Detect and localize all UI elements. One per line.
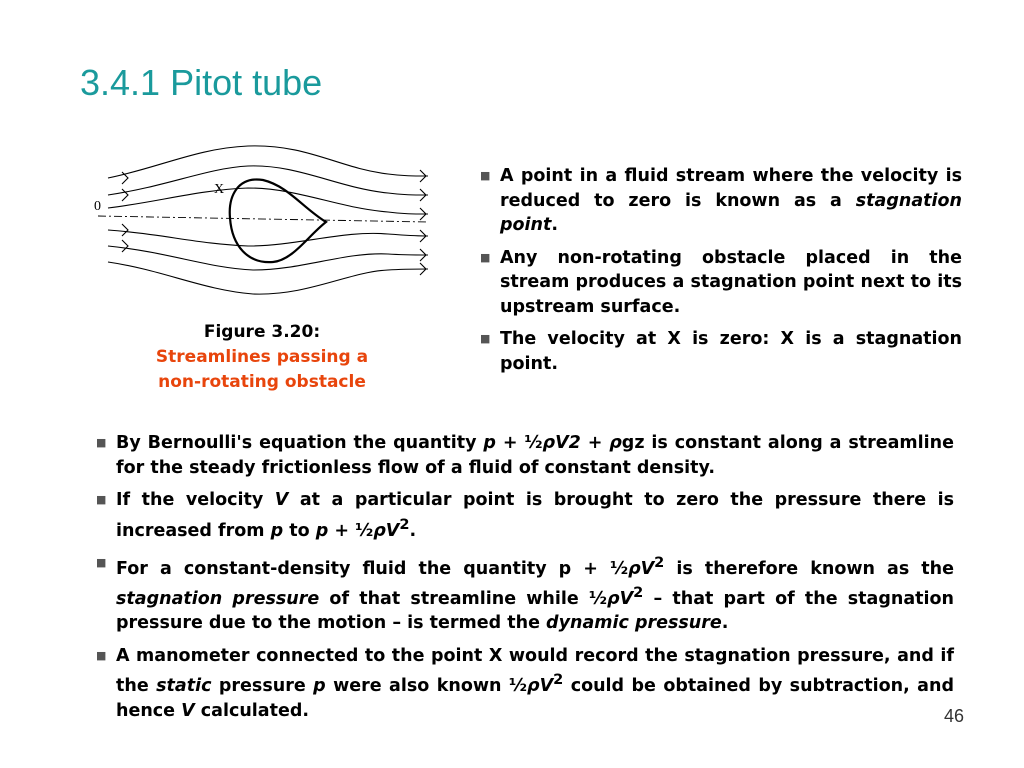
label-zero: 0 [94, 199, 101, 214]
label-x: X [214, 182, 225, 197]
bullet-marker: ■ [480, 169, 491, 182]
bullet-marker: ■ [480, 250, 491, 264]
list-item: ■ By Bernoulli's equation the quantity p + ½ρV2 + ρgz is constant along a streamline for the steady frictionless flow of a fluid of constant density. [96, 433, 954, 478]
bullet-marker: ■ [96, 436, 107, 449]
list-item: ■ The velocity at X is zero: X is a stagnation point. [480, 329, 962, 374]
streamline-bottom [108, 262, 428, 294]
caption-line-2: non-rotating obstacle [158, 372, 366, 392]
caption-heading: Figure 3.20: [203, 322, 321, 342]
list-item: ■ A manometer connected to the point X would record the stagnation pressure, and if the static pressure p were also known $\frac{1}{2}\rho V^2$ could be obtained by subtraction, and hence V calculated. [96, 645, 954, 721]
streamline-4 [108, 230, 428, 246]
figure-caption [130, 320, 394, 395]
right-bullet-list [478, 164, 962, 384]
list-item: ■ A point in a fluid stream where the velocity is reduced to zero is known as a stagnation point. [480, 166, 962, 235]
arrow-in-2 [122, 189, 128, 201]
streamline-top [108, 146, 428, 178]
list-item: ■ For a constant-density fluid the quantity $p + \frac{1}{2}\rho V^2$ is therefore known as the stagnation pressure of that streamline while $\frac{1}{2}\rho V^2$ – that part of the stagnation pressure due to the motion – is termed the dynamic pressure. [94, 551, 954, 636]
list-item: ■ Any non-rotating obstacle placed in the stream produces a stagnation point next to its upstream surface. [480, 247, 962, 317]
streamline-diagram [88, 138, 433, 308]
slide-title: 3.4.1 Pitot tube [80, 62, 323, 103]
bullet-marker: ■ [96, 493, 107, 506]
bullet-marker: ■ [96, 555, 107, 569]
caption-line-1: Streamlines passing a [155, 347, 369, 367]
streamline-5 [108, 246, 428, 270]
list-item: ■ If the velocity V at a particular point is brought to zero the pressure there is increased from p to $p + \frac{1}{2}\rho V^2$. [96, 490, 955, 541]
obstacle-body [230, 179, 326, 262]
arrow-in-4 [122, 240, 128, 252]
arrow-in-3 [122, 224, 128, 236]
page-number: 46 [943, 706, 964, 726]
bottom-bullet-list [94, 431, 954, 731]
bullet-marker: ■ [96, 648, 107, 662]
centre-line [98, 216, 428, 222]
bullet-marker: ■ [480, 332, 491, 345]
